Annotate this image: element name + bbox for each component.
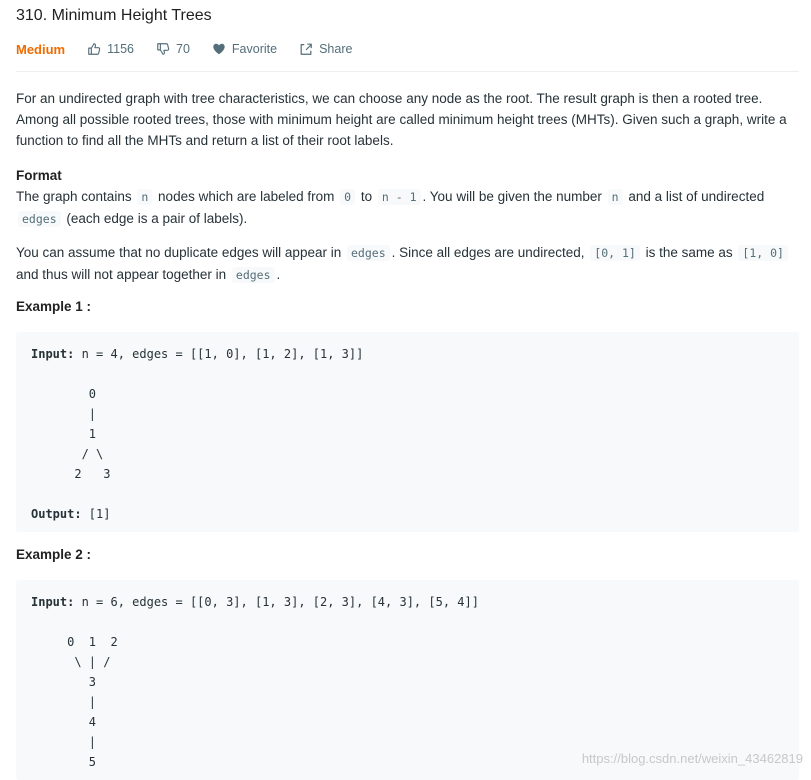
share-label: Share [319,42,353,56]
input-label: Input: [31,595,75,609]
tree-diagram: 0 | 1 / \ 2 3 [74,387,111,481]
inline-code: edges [347,245,390,261]
input-value: n = 4, edges = [[1, 0], [1, 2], [1, 3]] [74,347,364,361]
like-count: 1156 [107,42,135,56]
format-text: The graph contains n nodes which are labeled from 0 to n - 1 . You will be given the number n and a list of undirected edges (each edge is a pair of labels). [16,189,765,226]
input-label: Input: [31,347,75,361]
thumbs-up-icon [87,42,101,56]
output-value: [1] [81,507,111,521]
inline-code: n - 1 [378,189,421,205]
inline-code: n [137,189,152,205]
inline-code: edges [18,211,61,227]
tree-diagram: 0 1 2 \ | / 3 | 4 | 5 [67,635,118,769]
watermark: https://blog.csdn.net/weixin_43462819 [581,751,803,766]
thumbs-down-icon [156,42,170,56]
problem-meta-bar [16,40,374,58]
format-section [16,165,799,230]
description-intro: For an undirected graph with tree characteristics, we can choose any node as the root. The result graph is then a rooted tree. Among all possible rooted trees, those with minimum height are called minimum height trees (MHTs). Given such a graph, write a function to find all the MHTs and return a list of their root labels. [16,91,787,148]
problem-title: 310. Minimum Height Trees [16,7,212,24]
share-icon [299,42,313,56]
assumption-text: You can assume that no duplicate edges will appear in edges . Since all edges are undirected, [0, 1] is the same as [1, 0] and thus will not appear together in edges . [16,242,799,286]
favorite-button[interactable] [212,42,277,56]
example-2-code-block [16,580,799,780]
difficulty-label: Medium [16,41,66,57]
inline-code: 0 [340,189,355,205]
favorite-label: Favorite [231,42,278,56]
inline-code: n [608,189,623,205]
example-1-code-block [16,332,799,532]
share-button[interactable] [299,42,352,56]
dislike-button[interactable] [156,42,190,56]
example-2-title: Example 2 : [16,547,92,562]
header-divider [16,71,799,72]
input-value: n = 6, edges = [[0, 3], [1, 3], [2, 3], [4, 3], [5, 4]] [74,595,479,609]
dislike-count: 70 [176,42,190,56]
like-button[interactable] [87,42,134,56]
inline-code: [0, 1] [590,245,640,261]
inline-code: edges [232,267,275,283]
format-heading: Format [16,168,62,183]
example-1-title: Example 1 : [16,299,92,314]
output-label: Output: [31,507,82,521]
inline-code: [1, 0] [738,245,788,261]
heart-icon [212,42,226,56]
